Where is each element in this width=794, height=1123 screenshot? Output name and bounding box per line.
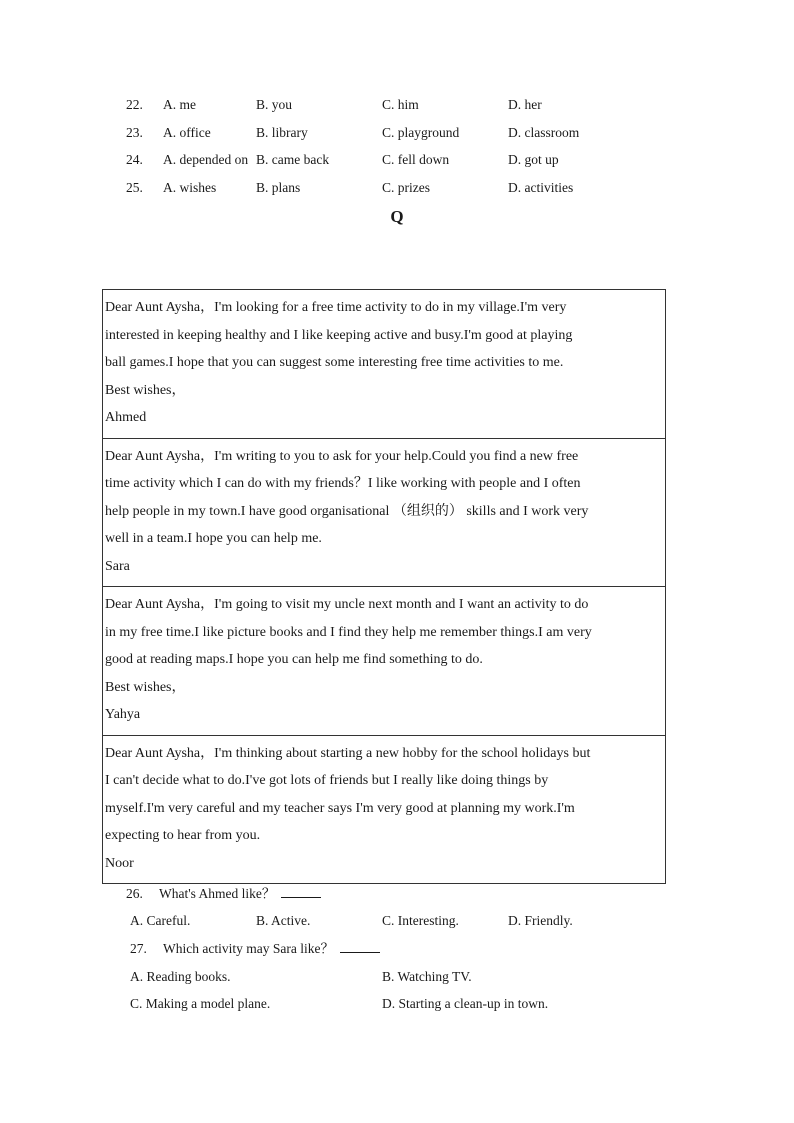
letters-table xyxy=(102,289,666,884)
option-b: B. library xyxy=(256,125,308,140)
letter-line: Dear Aunt Aysha，I'm thinking about starting a new hobby for the school holidays but xyxy=(105,745,591,761)
section-mark: Q xyxy=(390,207,404,226)
question-text: What's Ahmed like？ xyxy=(159,886,276,901)
option-a: A. Reading books. xyxy=(130,969,231,984)
option-a: A. wishes xyxy=(163,180,217,195)
letter-signature: Noor xyxy=(105,855,134,871)
option-a: A. depended on xyxy=(163,152,249,167)
letter-line: Dear Aunt Aysha，I'm writing to you to ask for your help.Could you find a new free xyxy=(105,448,579,464)
option-a: A. Careful. xyxy=(130,913,191,928)
letter-cell xyxy=(103,735,666,884)
question-number: 24. xyxy=(126,152,143,167)
option-d: D. activities xyxy=(508,180,574,195)
letter-line: I can't decide what to do.I've got lots of friends but I really like doing things by xyxy=(105,773,549,788)
option-b: B. Active. xyxy=(256,913,311,928)
letter-line: time activity which I can do with my friends？I like working with people and I often xyxy=(105,476,581,491)
letter-cell xyxy=(103,587,666,736)
letter-line: well in a team.I hope you can help me. xyxy=(105,531,322,546)
option-a: A. me xyxy=(163,97,196,112)
answer-blank[interactable] xyxy=(281,884,321,898)
option-d: D. got up xyxy=(508,152,559,167)
letter-line: myself.I'm very careful and my teacher says I'm very good at planning my work.I'm xyxy=(105,800,575,816)
question-number: 26. xyxy=(126,886,143,901)
letter-row-sara xyxy=(103,438,666,587)
letter-cell xyxy=(103,438,666,587)
letter-signature: Ahmed xyxy=(105,410,147,425)
option-c: C. Interesting. xyxy=(382,913,459,928)
option-d: D. classroom xyxy=(508,125,580,140)
question-stem xyxy=(159,884,321,904)
option-b: B. Watching TV. xyxy=(382,969,472,984)
letter-row-yahya xyxy=(103,587,666,736)
option-b: B. plans xyxy=(256,180,301,195)
question-number: 23. xyxy=(126,125,143,140)
question-number: 22. xyxy=(126,97,143,112)
letter-line: expecting to hear from you. xyxy=(105,828,261,843)
letter-signature: Yahya xyxy=(105,707,141,722)
letter-closing: Best wishes， xyxy=(105,679,186,695)
letter-line: Dear Aunt Aysha，I'm looking for a free time activity to do in my village.I'm very xyxy=(105,300,567,315)
answer-blank[interactable] xyxy=(340,939,380,953)
option-d: D. her xyxy=(508,97,542,112)
option-d: D. Starting a clean-up in town. xyxy=(382,996,549,1011)
option-c: C. playground xyxy=(382,125,460,140)
question-number: 27. xyxy=(130,941,147,956)
letter-line: good at reading maps.I hope you can help me find something to do. xyxy=(105,652,483,667)
option-c: C. fell down xyxy=(382,152,450,167)
option-a: A. office xyxy=(163,125,211,140)
letter-signature: Sara xyxy=(105,558,130,574)
letter-line: ball games.I hope that you can suggest some interesting free time activities to me. xyxy=(105,355,564,370)
letter-line: in my free time.I like picture books and I find they help me remember things.I am very xyxy=(105,624,592,640)
question-stem xyxy=(163,939,380,959)
letter-closing: Best wishes， xyxy=(105,382,186,398)
option-b: B. came back xyxy=(256,152,330,167)
option-c: C. him xyxy=(382,97,419,112)
option-b: B. you xyxy=(256,97,293,112)
letter-line: Dear Aunt Aysha，I'm going to visit my uncle next month and I want an activity to do xyxy=(105,597,589,612)
letter-line: interested in keeping healthy and I like keeping active and busy.I'm good at playing xyxy=(105,327,573,343)
option-d: D. Friendly. xyxy=(508,913,573,928)
letter-row-ahmed xyxy=(103,290,666,439)
question-text: Which activity may Sara like？ xyxy=(163,941,334,956)
letter-cell xyxy=(103,290,666,439)
option-c: C. Making a model plane. xyxy=(130,996,271,1011)
question-number: 25. xyxy=(126,180,143,195)
option-c: C. prizes xyxy=(382,180,430,195)
letter-row-noor xyxy=(103,735,666,884)
letter-line: help people in my town.I have good organisational （组织的） skills and I work very xyxy=(105,503,589,519)
